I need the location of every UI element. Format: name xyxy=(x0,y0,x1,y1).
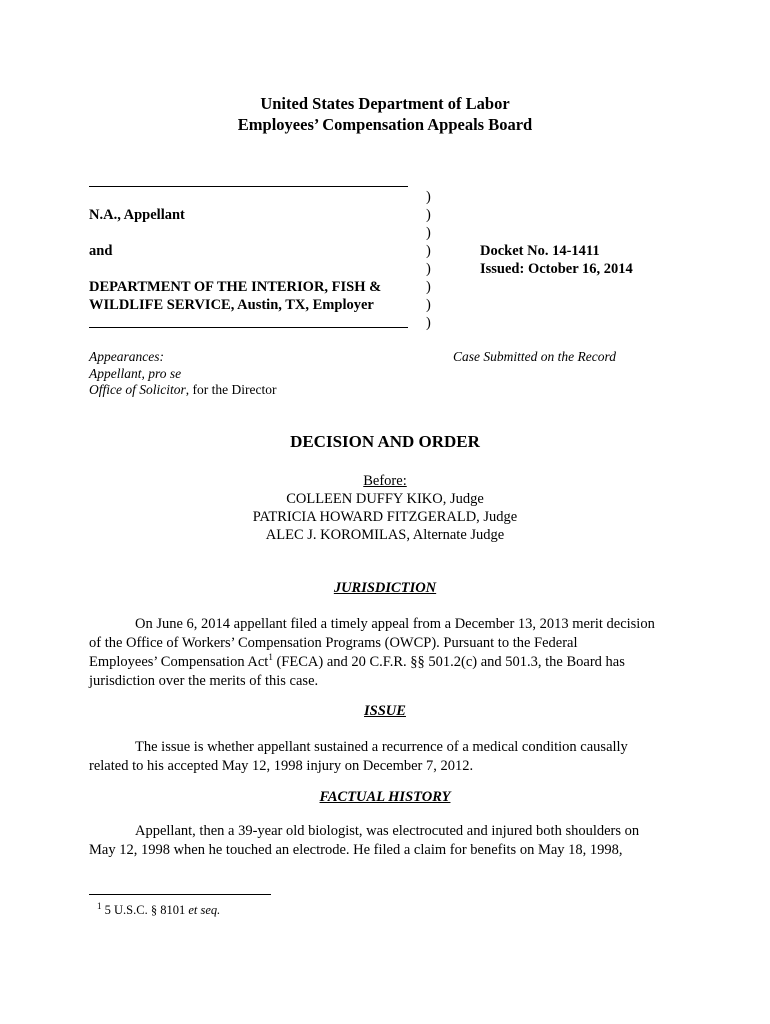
jurisdiction-line: of the Office of Workers’ Compensation Programs (OWCP). Pursuant to the Federal xyxy=(89,635,578,651)
appearance-solicitor-name: Office of Solicitor xyxy=(89,382,186,397)
issue-paragraph xyxy=(89,738,680,776)
issued-date: Issued: October 16, 2014 xyxy=(480,261,633,277)
appellant-name: N.A., Appellant xyxy=(89,207,185,223)
jurisdiction-line xyxy=(89,615,680,634)
footnote-number: 1 xyxy=(97,900,102,911)
agency-name: United States Department of Labor xyxy=(260,94,510,113)
decision-title: DECISION AND ORDER xyxy=(290,432,480,451)
jurisdiction-heading: JURISDICTION xyxy=(333,580,437,596)
factual-history-paragraph xyxy=(89,822,680,860)
before-label: Before: xyxy=(363,473,407,489)
caption-and: and xyxy=(89,243,113,259)
judge-2: PATRICIA HOWARD FITZGERALD, Judge xyxy=(252,509,518,525)
case-submitted-note: Case Submitted on the Record xyxy=(453,349,616,364)
issue-line xyxy=(89,738,680,757)
jurisdiction-line xyxy=(89,653,680,672)
docket-number: Docket No. 14-1411 xyxy=(480,243,600,259)
jurisdiction-line-text: Employees’ Compensation Act xyxy=(89,654,269,670)
board-name: Employees’ Compensation Appeals Board xyxy=(237,115,533,134)
paren: ) xyxy=(426,207,431,223)
appearance-appellant-name: Appellant xyxy=(89,366,142,381)
appearance-appellant xyxy=(89,366,181,382)
employer-line-2: WILDLIFE SERVICE, Austin, TX, Employer xyxy=(89,297,374,313)
paren: ) xyxy=(426,243,431,259)
appearance-appellant-rest: , pro se xyxy=(141,366,182,381)
issue-heading: ISSUE xyxy=(364,703,406,719)
paren: ) xyxy=(426,315,431,331)
caption-bottom-rule xyxy=(89,327,408,328)
footnote-rule xyxy=(89,894,271,895)
jurisdiction-paragraph xyxy=(89,615,680,691)
footnote-text: 5 U.S.C. § 8101 xyxy=(101,903,189,917)
factual-line-text: Appellant, then a 39-year old biologist, was electrocuted and injured both shoulders on xyxy=(135,823,640,839)
caption-parentheses xyxy=(426,188,431,332)
factual-line: May 12, 1998 when he touched an electrode. He filed a claim for benefits on May 18, 1998, xyxy=(89,842,623,858)
appearances-label: Appearances: xyxy=(89,349,164,364)
paren: ) xyxy=(426,225,431,241)
appearance-solicitor xyxy=(89,382,276,398)
judge-1: COLLEEN DUFFY KIKO, Judge xyxy=(286,491,484,507)
footnote-italic: et seq. xyxy=(188,903,221,917)
appearance-solicitor-rest: , for the Director xyxy=(185,382,277,397)
employer-line-1: DEPARTMENT OF THE INTERIOR, FISH & xyxy=(89,279,382,295)
paren: ) xyxy=(426,261,431,277)
judge-3: ALEC J. KOROMILAS, Alternate Judge xyxy=(265,527,505,543)
paren: ) xyxy=(426,279,431,295)
caption-top-rule xyxy=(89,186,408,187)
jurisdiction-line-text: On June 6, 2014 appellant filed a timely appeal from a December 13, 2013 merit decision xyxy=(135,616,655,632)
footnote xyxy=(89,900,221,918)
issue-line: related to his accepted May 12, 1998 injury on December 7, 2012. xyxy=(89,758,474,774)
paren: ) xyxy=(426,297,431,313)
jurisdiction-line-text: (FECA) and 20 C.F.R. §§ 501.2(c) and 501.3, the Board has xyxy=(272,654,625,670)
footnote-ref[interactable]: 1 xyxy=(268,652,273,663)
jurisdiction-line: jurisdiction over the merits of this case. xyxy=(89,673,319,689)
factual-line xyxy=(89,822,680,841)
issue-line-text: The issue is whether appellant sustained a recurrence of a medical condition causally xyxy=(135,739,628,755)
paren: ) xyxy=(426,189,431,205)
factual-history-heading: FACTUAL HISTORY xyxy=(319,789,451,805)
